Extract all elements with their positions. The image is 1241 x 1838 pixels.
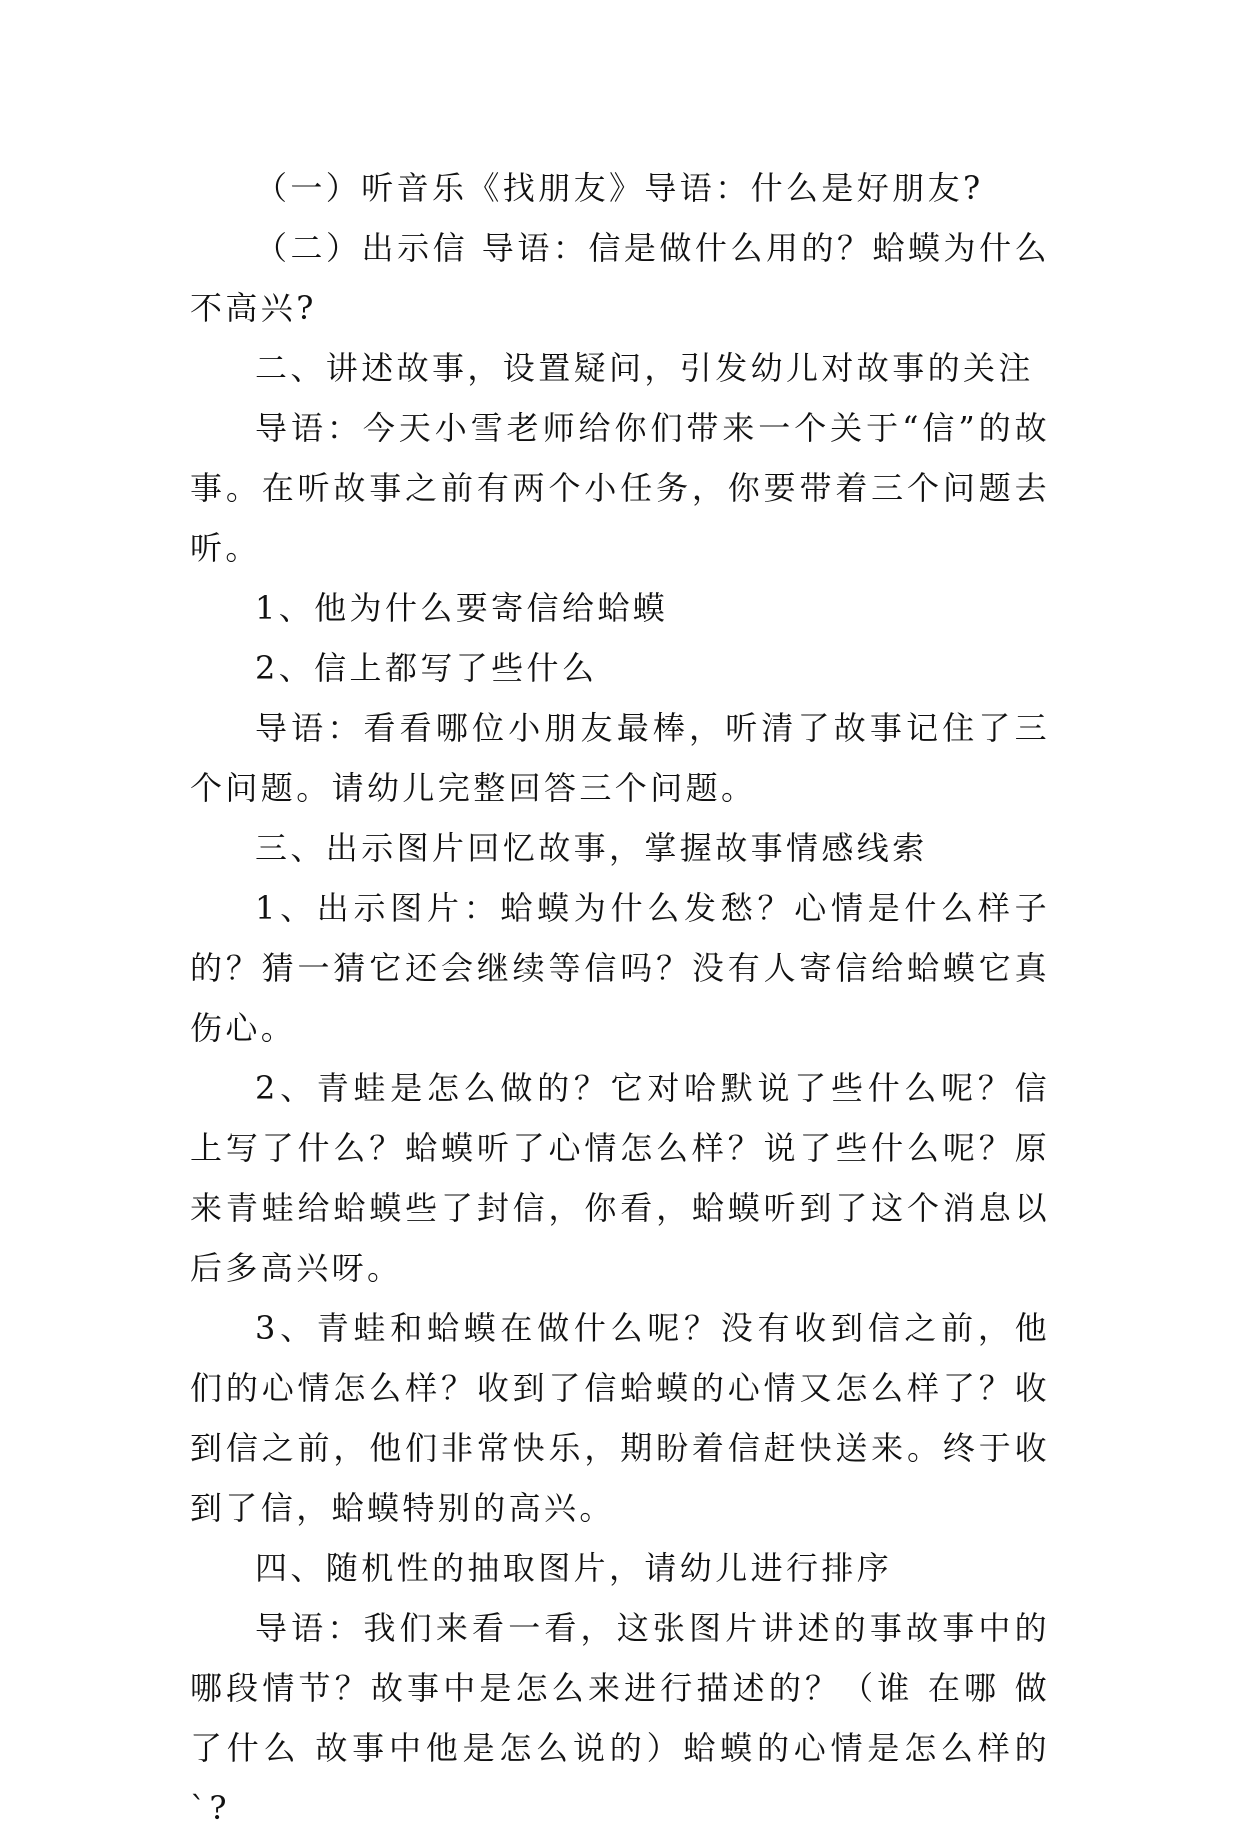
paragraph-picture-1: 1、出示图片：蛤蟆为什么发愁？心情是什么样子的？猜一猜它还会继续等信吗？没有人寄信给蛤蟆它真伤心。 <box>190 889 1050 1047</box>
paragraph-story-intro: 导语：今天小雪老师给你们带来一个关于“信”的故事。在听故事之前有两个小任务，你要带着三个问题去听。 <box>190 409 1050 567</box>
paragraph-who-is-best: 导语：看看哪位小朋友最棒，听清了故事记住了三个问题。请幼儿完整回答三个问题。 <box>190 709 1050 807</box>
heading-show-pictures: 三、出示图片回忆故事，掌握故事情感线索 <box>255 829 928 867</box>
paragraph-listen-music: （一）听音乐《找朋友》导语：什么是好朋友? <box>255 169 984 207</box>
heading-random-pictures: 四、随机性的抽取图片，请幼儿进行排序 <box>255 1549 893 1587</box>
list-item-question-2: 2、信上都写了些什么 <box>255 649 598 687</box>
paragraph-picture-2: 2、青蛙是怎么做的？它对哈默说了些什么呢？信上写了什么？蛤蟆听了心情怎么样？说了些什么呢？原来青蛙给蛤蟆些了封信，你看，蛤蟆听到了这个消息以后多高兴呀。 <box>190 1069 1050 1287</box>
list-item-question-1: 1、他为什么要寄信给蛤蟆 <box>255 589 669 627</box>
paragraph-show-letter: （二）出示信 导语：信是做什么用的？蛤蟆为什么不高兴? <box>190 229 1050 327</box>
heading-tell-story: 二、讲述故事，设置疑问，引发幼儿对故事的关注 <box>255 349 1034 387</box>
paragraph-picture-3: 3、青蛙和蛤蟆在做什么呢？没有收到信之前，他们的心情怎么样？收到了信蛤蟆的心情又怎么样了？收到信之前，他们非常快乐，期盼着信赶快送来。终于收到了信，蛤蟆特别的高兴。 <box>190 1309 1050 1527</box>
paragraph-look-together: 导语：我们来看一看，这张图片讲述的事故事中的哪段情节？故事中是怎么来进行描述的？（谁 在哪 做了什么 故事中他是怎么说的）蛤蟆的心情是怎么样的`? <box>190 1609 1050 1827</box>
document-body <box>190 158 1050 1838</box>
